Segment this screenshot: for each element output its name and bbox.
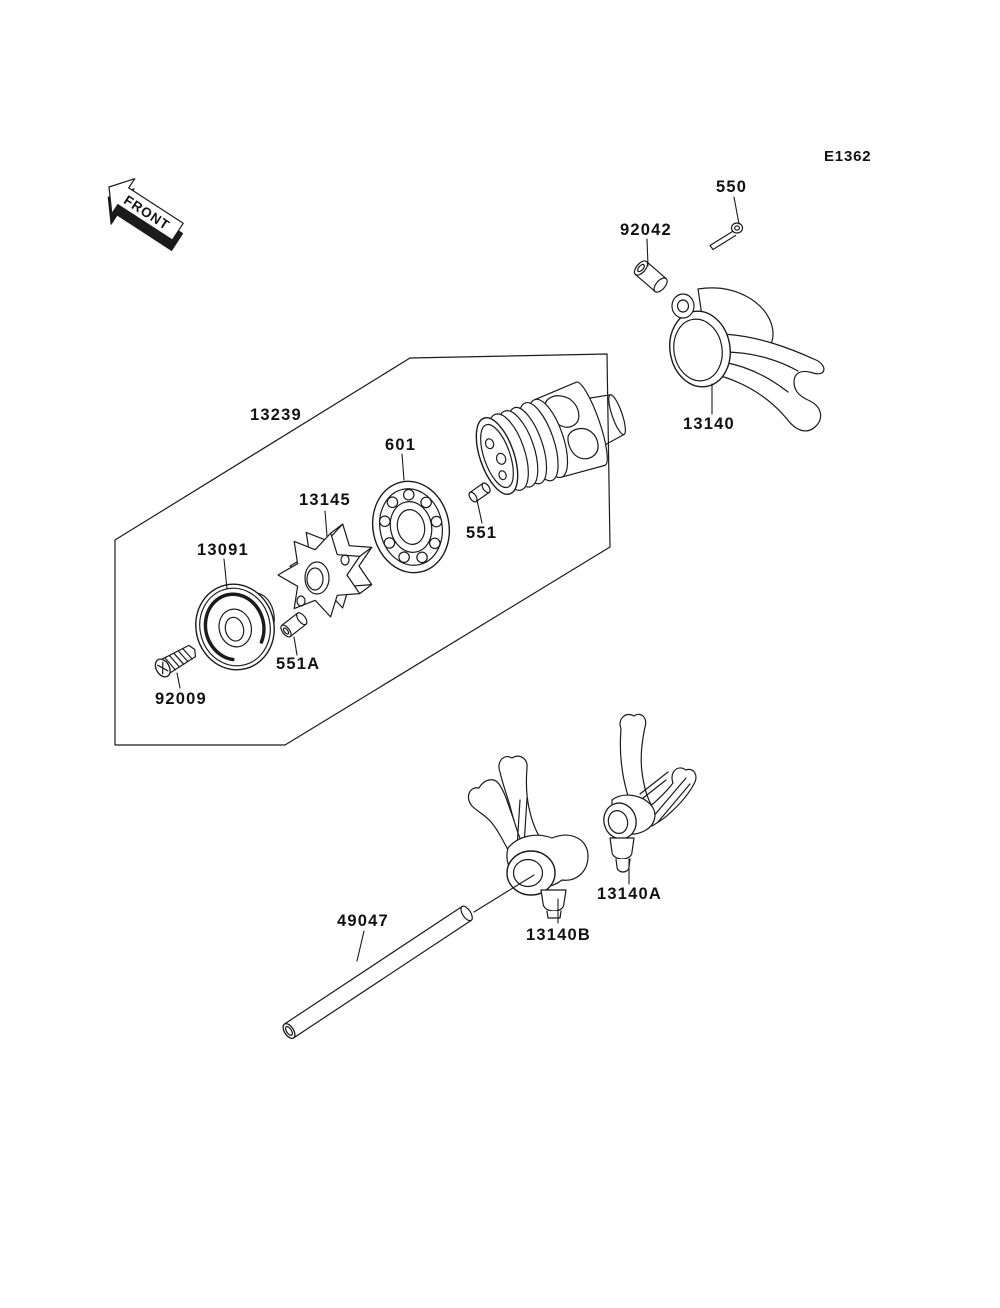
leader-13145: [325, 511, 327, 536]
cam-holder-13145: [278, 524, 372, 617]
pin-92042: [632, 259, 670, 295]
leader-601: [402, 454, 404, 480]
leader-550: [734, 197, 739, 224]
leader-49047: [357, 931, 364, 961]
leader-551A: [294, 637, 297, 655]
shift-fork-13140B: [468, 756, 588, 918]
leader-551: [477, 500, 482, 523]
part-label-92009: 92009: [155, 690, 207, 708]
part-label-13239: 13239: [250, 406, 302, 424]
diagram-code: E1362: [824, 148, 872, 165]
ball-bearing-601: [364, 474, 457, 580]
front-label: FRONT: [121, 192, 173, 234]
part-label-13140B: 13140B: [526, 926, 591, 944]
part-label-13140A: 13140A: [597, 885, 662, 903]
shift-fork-13140: [664, 288, 824, 431]
cam-plate-13091: [187, 575, 285, 678]
leader-92009: [177, 673, 180, 688]
shift-fork-13140A: [600, 714, 696, 872]
pin-551A: [279, 611, 309, 639]
part-label-13145: 13145: [299, 491, 351, 509]
part-label-551A: 551A: [276, 655, 321, 673]
pin-551: [467, 482, 491, 504]
front-direction-marker: [93, 169, 194, 259]
part-label-49047: 49047: [337, 912, 389, 930]
part-label-601: 601: [385, 436, 417, 454]
screw-92009: [152, 641, 199, 679]
gear-change-drum: [467, 371, 637, 503]
part-label-551: 551: [466, 524, 498, 542]
part-label-13140: 13140: [683, 415, 735, 433]
part-label-13091: 13091: [197, 541, 249, 559]
part-label-92042: 92042: [620, 221, 672, 239]
part-label-550: 550: [716, 178, 748, 196]
leader-lines: [177, 197, 739, 961]
cotter-pin-550: [710, 223, 743, 250]
